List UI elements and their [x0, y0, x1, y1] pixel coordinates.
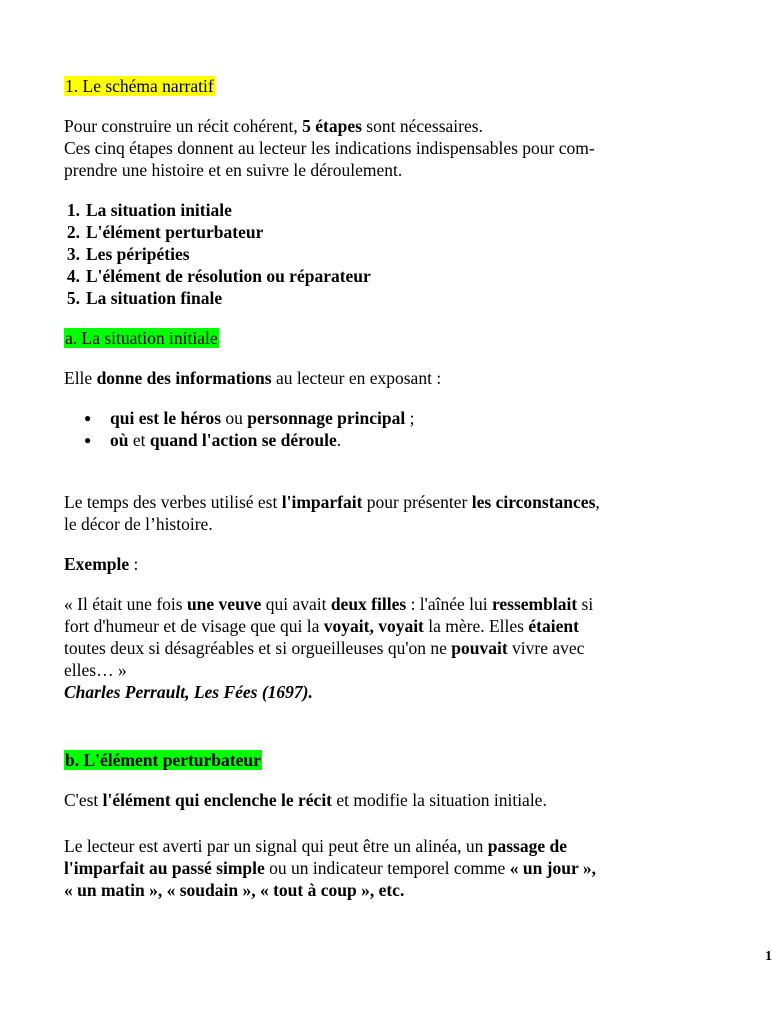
list-item: ● où et quand l'action se déroule.	[84, 430, 342, 450]
list-item: 4. L'élément de résolution ou réparateur	[66, 266, 371, 286]
list-item: 1. La situation initiale	[66, 200, 232, 220]
citation: Charles Perrault, Les Fées (1697).	[64, 682, 313, 702]
page-number: 1	[765, 949, 772, 964]
example-label: Exemple :	[64, 554, 139, 574]
section-a-paragraph-1: Elle donne des informations au lecteur en exposant :	[64, 368, 442, 388]
document-page	[64, 75, 704, 919]
section-b-title: b. L'élément perturbateur	[65, 750, 261, 770]
bullet-icon: ●	[84, 411, 92, 425]
section-a-bullets	[64, 407, 704, 451]
list-item: 5. La situation finale	[66, 288, 223, 308]
section-a-title: a. La situation initiale	[65, 328, 218, 348]
bullet-icon: ●	[84, 433, 92, 447]
section-1-title: 1. Le schéma narratif	[65, 76, 214, 96]
section-b-paragraph-1: C'est l'élément qui enclenche le récit et modifie la situation initiale.	[64, 790, 547, 810]
example-quote: « Il était une fois une veuve qui avait deux filles : l'aînée lui ressemblait si fort d'humeur et de visage que qui la voyait, voyait la mère. Elles étaient toutes deux si désagréables et si orgueilleuses qu'on ne pouvait vivre avec elles… » Charles Perrault, Les Fées (1697).	[64, 594, 594, 702]
steps-list	[64, 199, 704, 309]
list-item: 2. L'élément perturbateur	[66, 222, 264, 242]
section-b-paragraph-2: Le lecteur est averti par un signal qui peut être un alinéa, un passage de l'imparfait au passé simple ou un indicateur temporel comme « un jour », « un matin », « soudain », « tout à coup », etc.	[64, 836, 596, 900]
list-item: ● qui est le héros ou personnage principal ;	[84, 408, 415, 428]
section-a-paragraph-2: Le temps des verbes utilisé est l'imparfait pour présenter les circonstances, le décor de l’histoire.	[64, 492, 600, 534]
intro-paragraph: Pour construire un récit cohérent, 5 étapes sont nécessaires. Ces cinq étapes donnent au lecteur les indications indispensables pour com- prendre une histoire et en suivre le déroulement.	[64, 116, 595, 180]
list-item: 3. Les péripéties	[66, 244, 190, 264]
